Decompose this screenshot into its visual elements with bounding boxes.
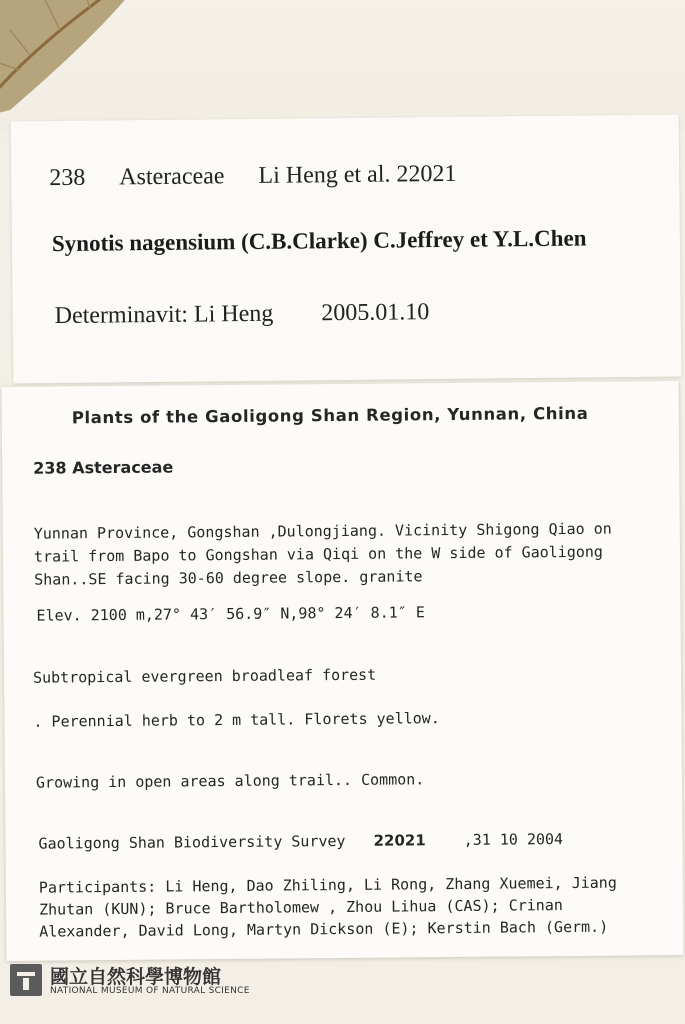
family-number: 238: [49, 164, 86, 192]
family-name: Asteraceae: [119, 163, 225, 191]
label-family: 238 Asteraceae: [33, 457, 174, 478]
determination-label: [11, 115, 682, 384]
collector: Li Heng et al. 22021: [258, 160, 457, 189]
museum-name-cn: 國立自然科學博物館: [50, 966, 222, 988]
survey-name: Gaoligong Shan Biodiversity Survey: [38, 831, 346, 853]
survey-line: [38, 830, 563, 853]
participants: Participants: Li Heng, Dao Zhiling, Li Rong, Zhang Xuemei, Jiang Zhutan (KUN); Bruce Bartholomew , Zhou Lihua (CAS); Crinan Alexander, David Long, Martyn Dickson (E); Kerstin Bach (Germ.): [38, 873, 617, 941]
leaf-specimen: [0, 0, 160, 120]
collection-date: ,31 10 2004: [463, 830, 564, 849]
locality: Yunnan Province, Gongshan ,Dulongjiang. Vicinity Shigong Qiao on trail from Bapo to Gongshan via Qiqi on the W side of Gaoligong Shan..SE facing 30-60 degree slope. granite: [33, 519, 612, 589]
collection-number: 22021: [373, 831, 426, 850]
label-title: Plants of the Gaoligong Shan Region, Yunnan, China: [71, 403, 589, 428]
museum-name-en: NATIONAL MUSEUM OF NATURAL SCIENCE: [50, 986, 250, 996]
museum-logo: [10, 962, 310, 1002]
museum-logo-icon: [10, 964, 42, 996]
elevation-coordinates: Elev. 2100 m,27° 43′ 56.9″ N,98° 24′ 8.1″ E: [36, 603, 425, 625]
determination-header: [49, 160, 490, 192]
determination-date: 2005.01.10: [321, 299, 430, 327]
determiner-line: [55, 299, 430, 330]
scientific-name: Synotis nagensium (C.B.Clarke) C.Jeffrey et Y.L.Chen: [51, 225, 587, 257]
habitat: Subtropical evergreen broadleaf forest: [32, 665, 377, 687]
determiner: Determinavit: Li Heng: [54, 300, 274, 330]
growing-notes: Growing in open areas along trail.. Common.: [35, 770, 425, 792]
plant-description: . Perennial herb to 2 m tall. Florets yellow.: [33, 709, 440, 731]
collection-label: [2, 381, 684, 961]
